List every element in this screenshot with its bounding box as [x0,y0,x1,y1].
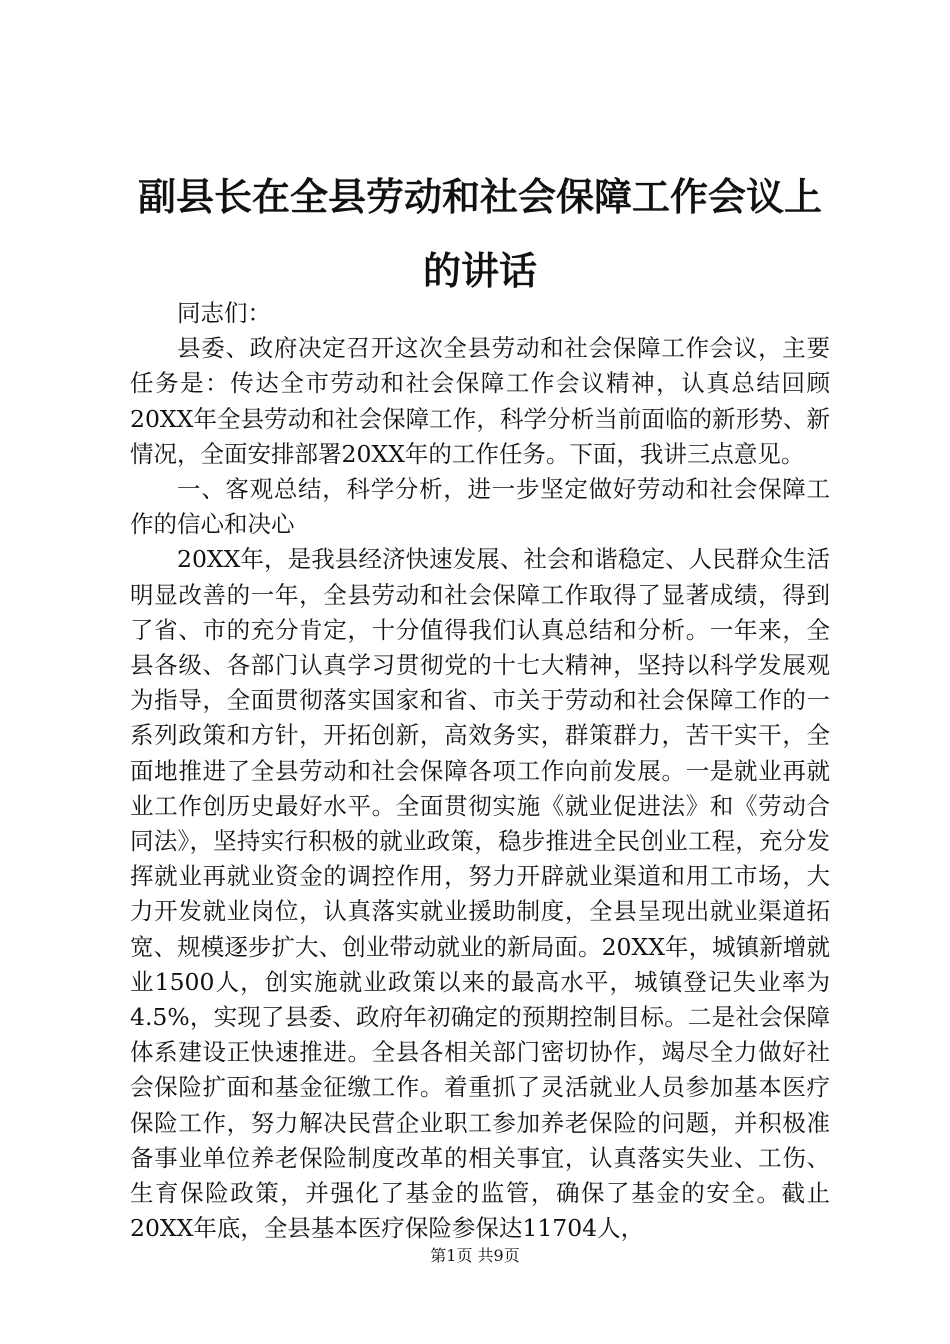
document-title: 副县长在全县劳动和社会保障工作会议上的讲话 [137,174,822,293]
page-footer: 第1页 共9页 [430,1246,520,1265]
paragraph-intro: 县委、政府决定召开这次全县劳动和社会保障工作会议，主要任务是：传达全市劳动和社会保障工作会议精神，认真总结回顾20XX年全县劳动和社会保障工作，科学分析当前面临的新形势、新情况，全面安排部署20XX年的工作任务。下面，我讲三点意见。 [130,334,830,468]
salutation: 同志们： [177,299,271,327]
section-heading: 一、客观总结，科学分析，进一步坚定做好劳动和社会保障工作的信心和决心 [130,475,830,539]
document-body [130,296,830,1246]
paragraph-summary: 20XX年，是我县经济快速发展、社会和谐稳定、人民群众生活明显改善的一年，全县劳动和社会保障工作取得了显著成绩，得到了省、市的充分肯定，十分值得我们认真总结和分析。一年来，全县各级、各部门认真学习贯彻党的十七大精神，坚持以科学发展观为指导，全面贯彻落实国家和省、市关于劳动和社会保障工作的一系列政策和方针，开拓创新，高效务实，群策群力，苦干实干，全面地推进了全县劳动和社会保障各项工作向前发展。一是就业再就业工作创历史最好水平。全面贯彻实施《就业促进法》和《劳动合同法》，坚持实行积极的就业政策，稳步推进全民创业工程，充分发挥就业再就业资金的调控作用，努力开辟就业渠道和用工市场，大力开发就业岗位，认真落实就业援助制度，全县呈现出就业渠道拓宽、规模逐步扩大、创业带动就业的新局面。20XX年，城镇新增就业1500人，创实施就业政策以来的最高水平，城镇登记失业率为4.5%，实现了县委、政府年初确定的预期控制目标。二是社会保障体系建设正快速推进。全县各相关部门密切协作，竭尽全力做好社会保险扩面和基金征缴工作。着重抓了灵活就业人员参加基本医疗保险工作，努力解决民营企业职工参加养老保险的问题，并积极准备事业单位养老保险制度改革的相关事宜，认真落实失业、工伤、生育保险政策，并强化了基金的监管，确保了基金的安全。截止20XX年底，全县基本医疗保险参保达11704人， [130,545,830,1243]
